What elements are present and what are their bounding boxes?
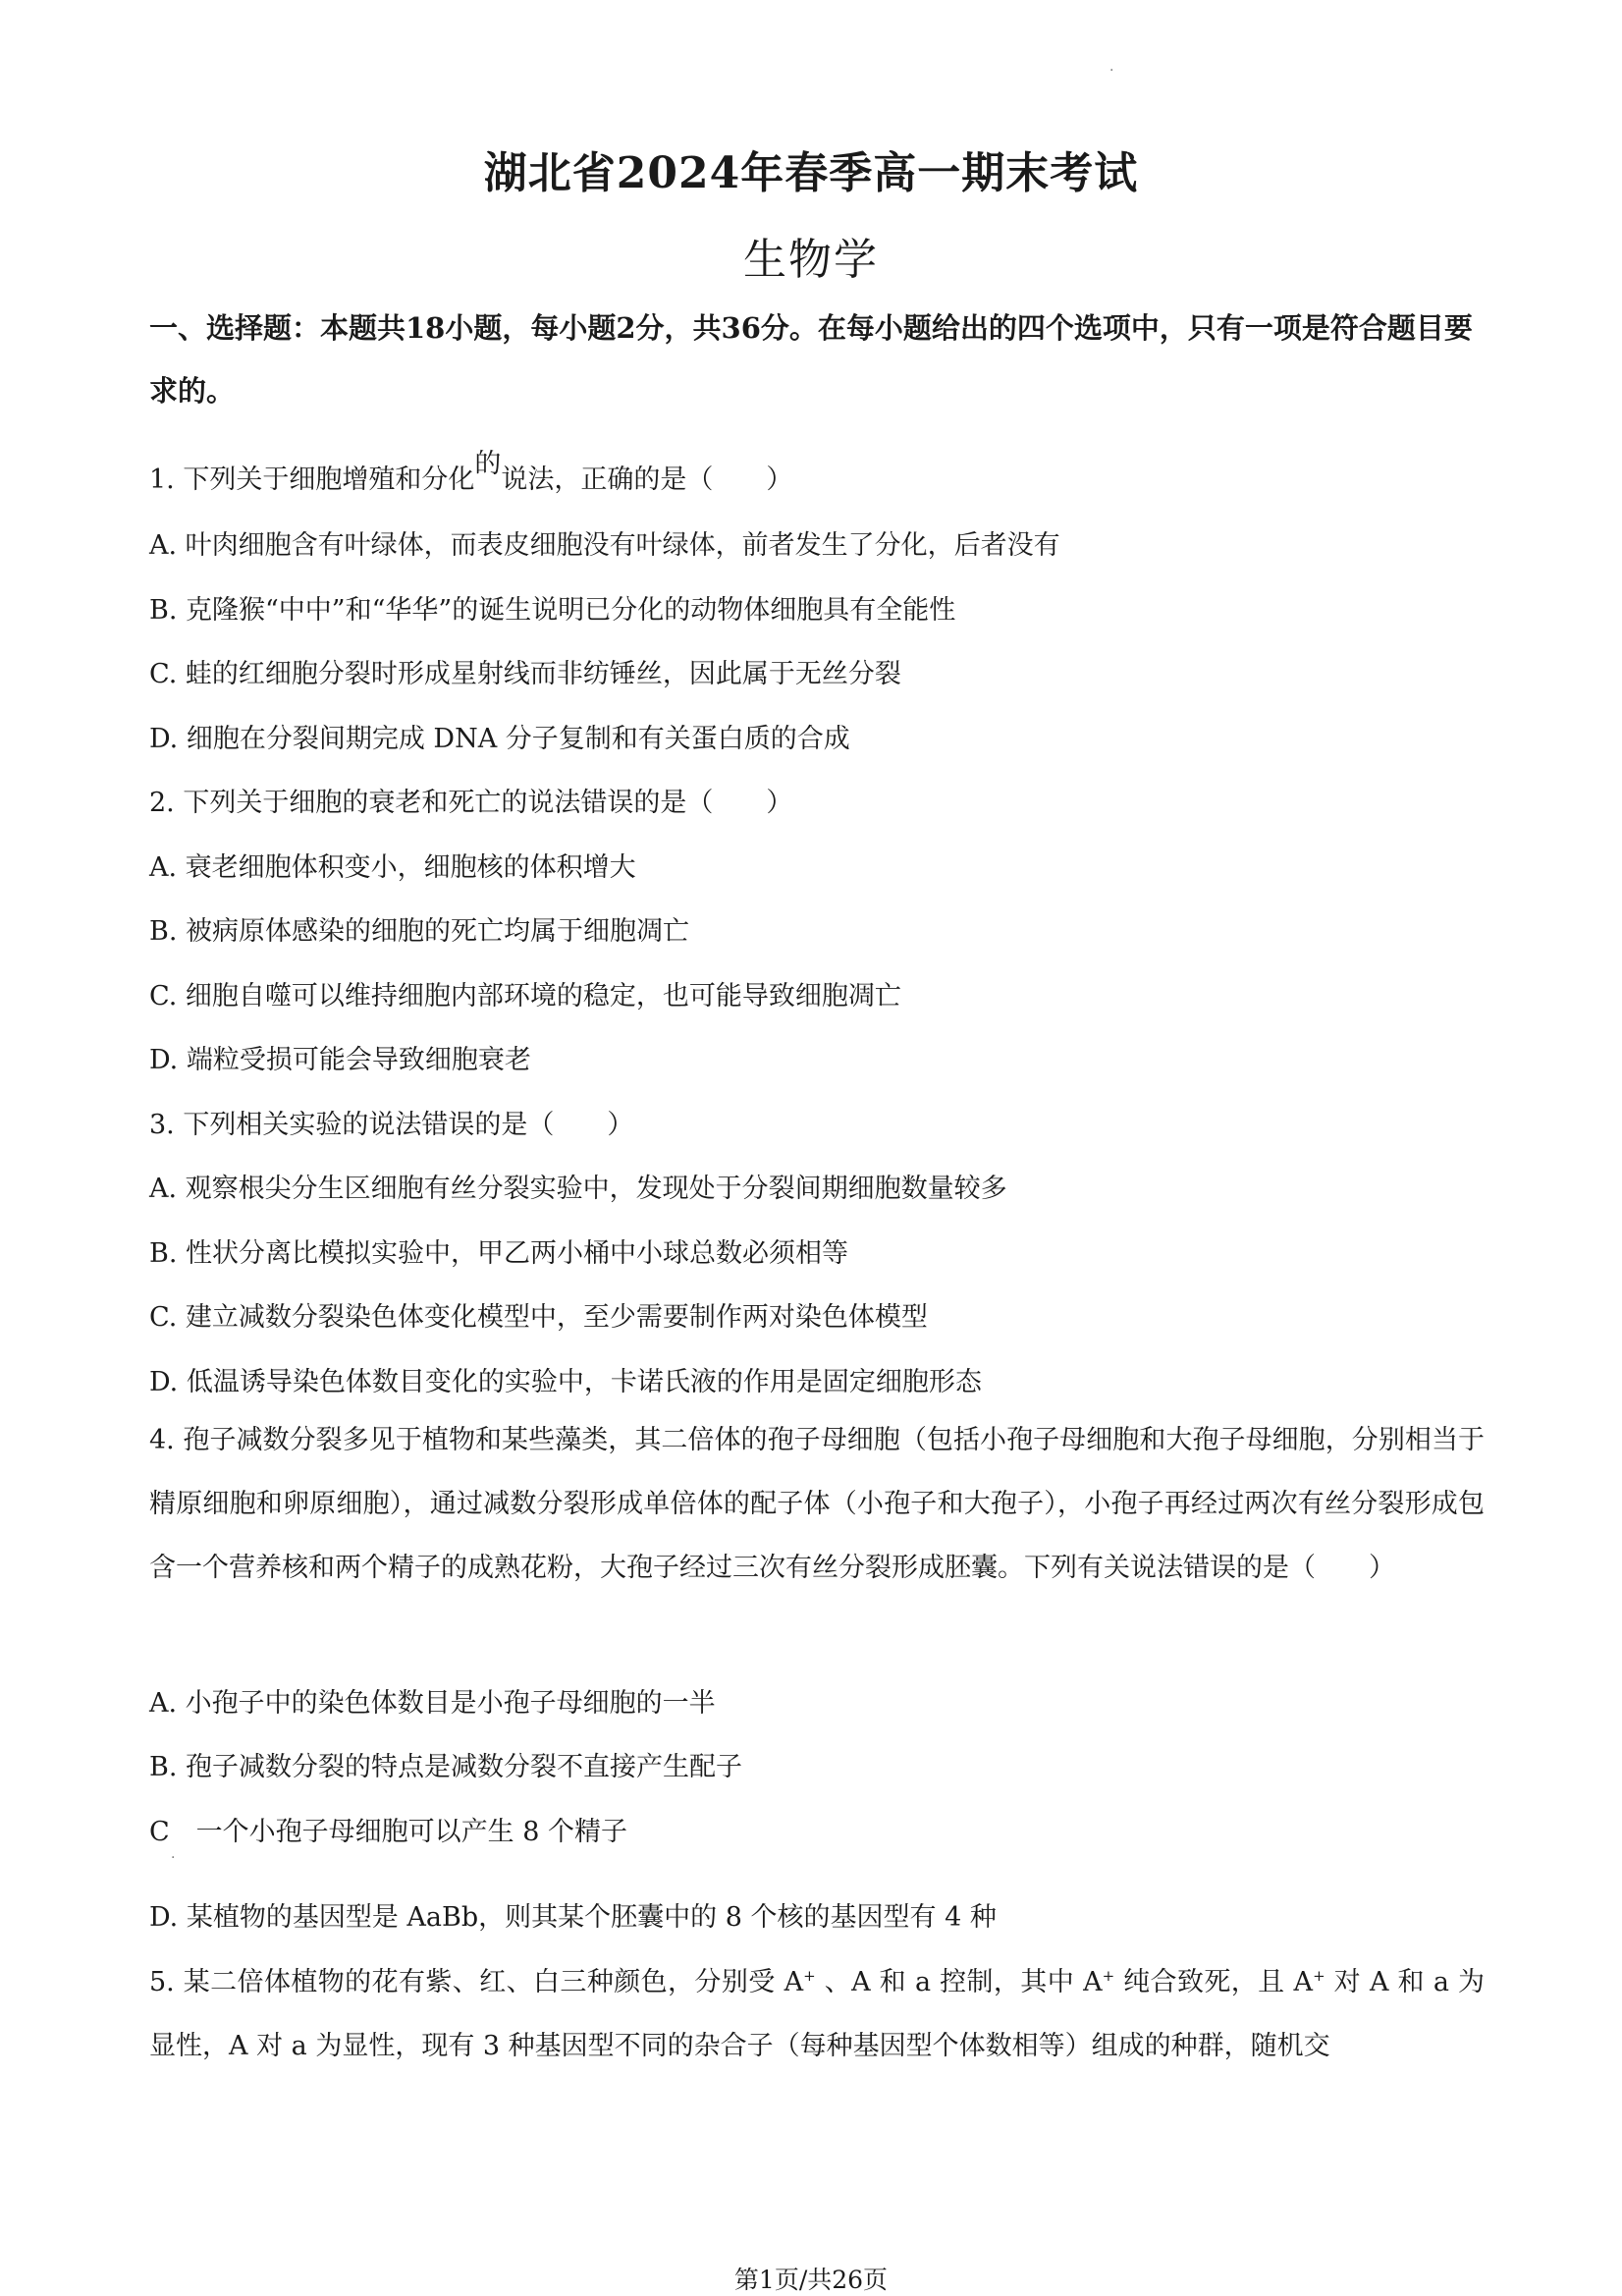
question-2-option-b: B. 被病原体感染的细胞的死亡均属于细胞凋亡: [149, 916, 690, 947]
question-2-option-d: D. 端粒受损可能会导致细胞衰老: [149, 1045, 531, 1075]
question-4-option-b: B. 孢子减数分裂的特点是减数分裂不直接产生配子: [149, 1752, 743, 1782]
question-2-option-a: A. 衰老细胞体积变小，细胞核的体积增大: [149, 852, 636, 883]
question-1-stem: 1. 下列关于细胞增殖和分化的说法，正确的是（ ）: [149, 449, 793, 495]
question-4-option-d: D. 某植物的基因型是 AaBb，则其某个胚囊中的 8 个核的基因型有 4 种: [149, 1902, 997, 1933]
question-2-option-c: C. 细胞自噬可以维持细胞内部环境的稳定，也可能导致细胞凋亡: [149, 981, 901, 1011]
question-1-option-b: B. 克隆猴“中中”和“华华”的诞生说明已分化的动物体细胞具有全能性: [149, 595, 956, 626]
question-3-option-d: D. 低温诱导染色体数目变化的实验中，卡诺氏液的作用是固定细胞形态: [149, 1367, 982, 1397]
scan-dot: ·: [171, 1850, 176, 1866]
question-3-option-c: C. 建立减数分裂染色体变化模型中，至少需要制作两对染色体模型: [149, 1302, 928, 1333]
question-2-stem: 2. 下列关于细胞的衰老和死亡的说法错误的是（ ）: [149, 788, 793, 818]
section-heading: 一、选择题：本题共18小题，每小题2分，共36分。在每小题给出的四个选项中，只有一项是符合题目要求的。: [149, 311, 1473, 408]
subject-title: 生物学: [743, 235, 879, 285]
question-4-stem: 4. 孢子减数分裂多见于植物和某些藻类，其二倍体的孢子母细胞（包括小孢子母细胞和大孢子母细胞，分别相当于精原细胞和卵原细胞），通过减数分裂形成单倍体的配子体（小孢子和大孢子），小孢子再经过两次有丝分裂形成包含一个营养核和两个精子的成熟花粉，大孢子经过三次有丝分裂形成胚囊。下列有关说法错误的是（ ）: [149, 1425, 1485, 1583]
question-3-stem: 3. 下列相关实验的说法错误的是（ ）: [149, 1110, 634, 1140]
question-1-option-a: A. 叶肉细胞含有叶绿体，而表皮细胞没有叶绿体，前者发生了分化，后者没有: [149, 530, 1060, 561]
question-5-stem: 5. 某二倍体植物的花有紫、红、白三种颜色，分别受 A+ 、A 和 a 控制，其中 A+ 纯合致死，且 A+ 对 A 和 a 为显性，A 对 a 为显性，现有 3 种基因型不同的杂合子（每种基因型个体数相等）组成的种群，随机交: [149, 1967, 1485, 2061]
question-3-option-b: B. 性状分离比模拟实验中，甲乙两小桶中小球总数必须相等: [149, 1238, 849, 1269]
question-1-option-c: C. 蛙的红细胞分裂时形成星射线而非纺锤丝，因此属于无丝分裂: [149, 659, 901, 689]
page-number: 第1页/共26页: [733, 2266, 889, 2294]
question-4-option-a: A. 小孢子中的染色体数目是小孢子母细胞的一半: [149, 1688, 716, 1719]
scan-dot: ·: [1109, 63, 1114, 79]
exam-title: 湖北省2024年春季高一期末考试: [483, 148, 1139, 198]
question-4-option-c: C 一个小孢子母细胞可以产生 8 个精子: [149, 1817, 628, 1847]
question-3-option-a: A. 观察根尖分生区细胞有丝分裂实验中，发现处于分裂间期细胞数量较多: [149, 1174, 1007, 1204]
question-1-option-d: D. 细胞在分裂间期完成 DNA 分子复制和有关蛋白质的合成: [149, 724, 850, 754]
